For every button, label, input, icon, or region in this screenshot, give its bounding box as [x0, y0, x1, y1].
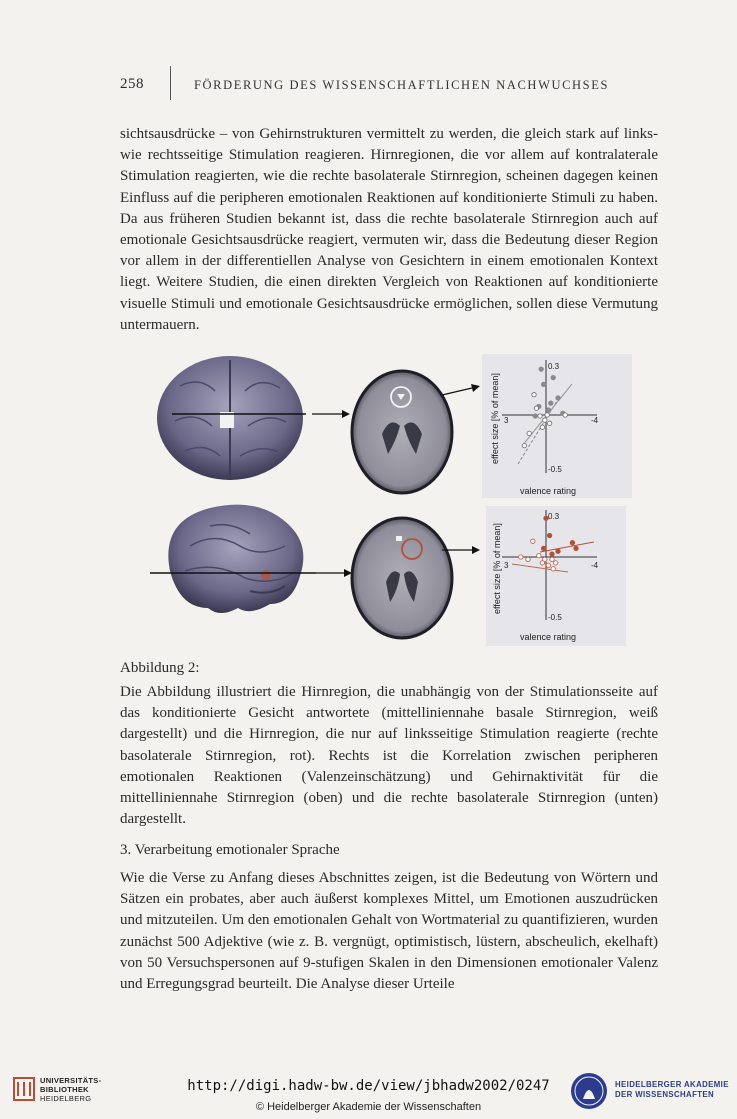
- scatter-plot-bottom: [486, 506, 626, 646]
- academy-name-line-1: HEIDELBERGER AKADEMIE: [615, 1080, 729, 1089]
- scatter-point-filled: [541, 382, 545, 386]
- mri-axial-slice-bottom: [352, 518, 452, 638]
- x-axis-label-top: valence rating: [520, 486, 577, 496]
- y-tick-top-neg0.5: -0.5: [548, 465, 562, 474]
- x-tick-top-neg4: -4: [591, 416, 599, 425]
- permalink-url[interactable]: http://digi.hadw-bw.de/view/jbhadw2002/0247: [187, 1078, 550, 1094]
- y-tick-top-0.3: 0.3: [548, 362, 560, 371]
- section-heading: 3. Verarbeitung emotionaler Sprache: [120, 842, 340, 858]
- academy-seal-icon: [569, 1071, 609, 1111]
- y-tick-bottom-neg0.5: -0.5: [548, 613, 562, 622]
- scatter-point-filled: [551, 375, 555, 379]
- scatter-point-filled: [556, 549, 560, 553]
- x-tick-bottom-3: 3: [504, 561, 509, 570]
- scatter-point-open: [563, 413, 567, 417]
- scatter-point-open: [538, 414, 542, 418]
- scatter-point-open: [526, 557, 530, 561]
- scatter-point-open: [537, 553, 541, 557]
- scatter-point-filled: [556, 396, 560, 400]
- y-axis-label-top: effect size [% of mean]: [490, 373, 500, 464]
- scatter-point-filled: [550, 552, 554, 556]
- page-number: 258: [120, 76, 144, 92]
- y-axis-label-bottom: effect size [% of mean]: [492, 523, 502, 614]
- scatter-point-open: [547, 421, 551, 425]
- page-header: [0, 74, 737, 98]
- scatter-point-filled: [533, 414, 537, 418]
- figure-2: [120, 346, 640, 656]
- scatter-point-open: [527, 431, 531, 435]
- scatter-point-open: [522, 443, 526, 447]
- scatter-point-open: [532, 392, 536, 396]
- x-tick-top-3: 3: [504, 416, 509, 425]
- x-tick-bottom-neg4: -4: [591, 561, 599, 570]
- scatter-point-filled: [547, 533, 551, 537]
- scatter-point-open: [550, 557, 554, 561]
- x-axis-label-bottom: valence rating: [520, 632, 577, 642]
- figure-illustration: [120, 346, 640, 656]
- arrow-bottom-1: [316, 569, 352, 577]
- header-divider: [170, 66, 171, 100]
- figure-caption-label: Abbildung 2:: [120, 660, 200, 676]
- academy-name-line-2: DER WISSENSCHAFTEN: [615, 1090, 715, 1099]
- academy-name-block: [615, 1080, 729, 1100]
- scatter-point-open: [531, 539, 535, 543]
- brain-lateral-view: [150, 505, 316, 613]
- body-paragraph-2: Wie die Verse zu Anfang dieses Abschnittes zeigen, ist die Bedeutung von Wörtern und Sätzen ein probates, aber auch äußerst komplexes Mittel, um Emotionen auszudrücken und mitzuteilen. Um den emotionalen Gehalt von Wortmaterial zu quantifizieren, wurden zunächst 500 Adjektive (wie z. B. vergnügt, optimistisch, lüstern, abscheulich, ekelhaft) von 50 Versuchspersonen auf 9-stufigen Skalen in den Dimensionen emotionaler Valenz und Erregungsgrad beurteilt. Die Analyse dieser Urteile: [120, 870, 658, 993]
- scatter-point-open: [546, 563, 550, 567]
- body-paragraph-1: sichtsausdrücke – von Gehirnstrukturen vermittelt zu werden, die gleich stark auf links- wie rechtsseitige Stimulation reagieren. Hirnregionen, die vor allem auf kontralaterale Stimulation reagierten, wie die rechte basolaterale Stirnregion, scheinen dagegen keinen Einfluss auf die peripheren emotionalen Reaktionen auf konditionierte Stimuli zu haben. Da aus früheren Studien bekannt ist, dass die rechte basolaterale Stirnregion auch auf emotionale Gesichtsausdrücke reagiert, vermuten wir, dass die Bedeutung dieser Region vor allem in der differentiellen Analyse von Gesichtern in einem emotionalen Kontext liegt. Weitere Studien, die einen direkten Vergleich von Reaktionen auf konditionierte visuelle Stimuli und emotionale Gesichtsausdrücke ermöglichen, sollen diese Vermutung untermauern.: [120, 126, 658, 333]
- scatter-point-open: [553, 561, 557, 565]
- y-tick-bottom-0.3: 0.3: [548, 512, 560, 521]
- library-name: UNIVERSITÄTS-BIBLIOTHEK: [40, 1076, 102, 1094]
- brain-frontal-view: [157, 356, 306, 480]
- scatter-point-open: [534, 406, 538, 410]
- mri-axial-slice-top: [352, 371, 452, 493]
- copyright-notice: © Heidelberger Akademie der Wissenschaften: [255, 1101, 482, 1113]
- scatter-point-open: [540, 561, 544, 565]
- arrow-top-2: [442, 384, 480, 395]
- scatter-point-filled: [544, 516, 548, 520]
- scatter-point-open: [545, 413, 549, 417]
- page-footer: [0, 1066, 737, 1119]
- library-city: HEIDELBERG: [40, 1094, 92, 1103]
- basolateral-region-marker: [261, 570, 271, 580]
- scatter-point-open: [540, 425, 544, 429]
- scatter-point-filled: [570, 541, 574, 545]
- scatter-point-filled: [541, 546, 545, 550]
- scatter-point-open: [519, 555, 523, 559]
- scatter-point-open: [551, 567, 555, 571]
- running-title: FÖRDERUNG DES WISSENSCHAFTLICHEN NACHWUCHSES: [194, 78, 609, 92]
- scatter-point-filled: [546, 408, 550, 412]
- scatter-point-open: [543, 418, 547, 422]
- figure-caption-text: Die Abbildung illustriert die Hirnregion, die unabhängig von der Stimulationsseite auf das konditionierte Gesicht antwortete (mittelliniennahe basale Stirnregion, weiß dargestellt) und die Hirnregion, die nur auf linksseitige Stimulation reagierte (rechte basolaterale Stirnregion, rot). Rechts ist die Korrelation zwischen peripheren emotionalen Reaktionen (Valenzeinschätzung) und Gehirnaktivität für die mittelliniennahe Stirnregion (oben) und die rechte basolaterale Stirnregion (unten) dargestellt.: [120, 684, 658, 828]
- midline-marker-small: [396, 536, 402, 541]
- scatter-point-filled: [574, 546, 578, 550]
- scatter-point-filled: [539, 367, 543, 371]
- scatter-plot-top: [482, 354, 632, 498]
- scatter-point-filled: [549, 401, 553, 405]
- arrow-top-1: [312, 410, 350, 418]
